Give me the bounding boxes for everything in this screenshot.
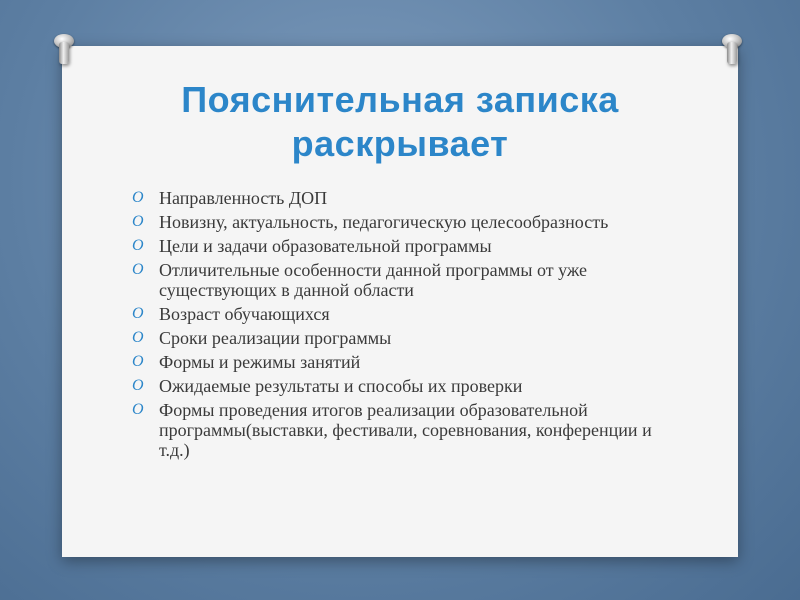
bullet-marker-icon: O [132,305,144,322]
list-item [132,304,672,324]
slide-title-line-1: Пояснительная записка [181,79,619,120]
bullet-marker-icon: O [132,189,144,206]
pin-icon [52,34,76,68]
list-item-text: Формы и режимы занятий [159,352,361,372]
bullet-marker-icon: O [132,353,144,370]
bullet-marker-icon: O [132,329,144,346]
list-item [132,188,672,208]
list-item [132,236,672,256]
list-item [132,376,672,396]
list-item [132,352,672,372]
list-item-text: Формы проведения итогов реализации образовательной программы(выставки, фестивали, соревнования, конференции и т.д.) [159,400,652,460]
slide-title-line-2: раскрывает [291,123,509,164]
bullet-marker-icon: O [132,261,144,278]
bullet-marker-icon: O [132,377,144,394]
bullet-marker-icon: O [132,237,144,254]
list-item [132,328,672,348]
list-item-text: Ожидаемые результаты и способы их проверки [159,376,523,396]
bullet-marker-icon: O [132,213,144,230]
list-item-text: Возраст обучающихся [159,304,330,324]
list-item-text: Направленность ДОП [159,188,328,208]
pin-icon [720,34,744,68]
list-item-text: Новизну, актуальность, педагогическую целесообразность [159,212,609,232]
list-item-text: Цели и задачи образовательной программы [159,236,492,256]
list-item-text: Отличительные особенности данной программы от уже существующих в данной области [159,260,588,300]
list-item [132,400,672,460]
bullet-list [132,188,672,464]
slide-title [62,78,738,166]
list-item-text: Сроки реализации программы [159,328,392,348]
bullet-marker-icon: O [132,401,144,418]
list-item [132,212,672,232]
list-item [132,260,672,300]
